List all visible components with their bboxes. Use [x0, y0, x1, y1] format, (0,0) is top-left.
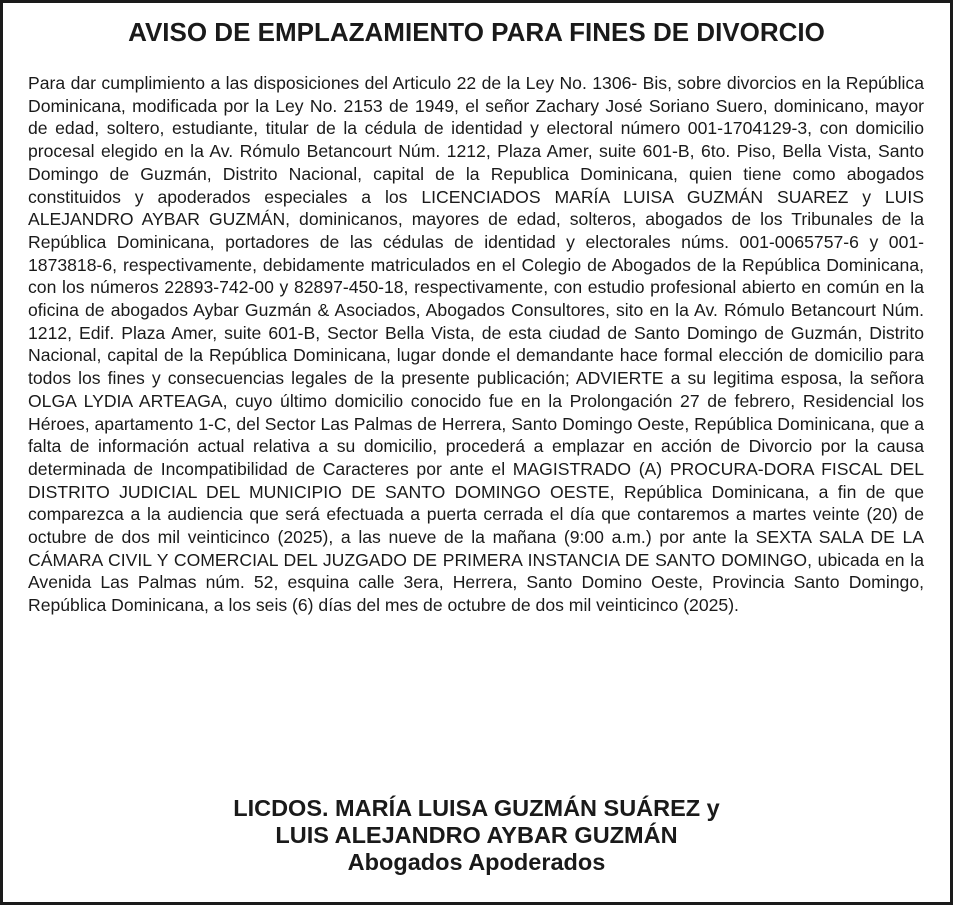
- signature-line-3: Abogados Apoderados: [347, 849, 606, 875]
- signature-line-1: LICDOS. MARÍA LUISA GUZMÁN SUÁREZ y: [233, 795, 720, 821]
- signature-block: [3, 795, 950, 876]
- notice-title: AVISO DE EMPLAZAMIENTO PARA FINES DE DIVORCIO: [128, 17, 825, 47]
- signature-line-2: LUIS ALEJANDRO AYBAR GUZMÁN: [275, 822, 678, 848]
- notice-body: Para dar cumplimiento a las disposiciones del Articulo 22 de la Ley No. 1306- Bis, sobre divorcios en la República Dominicana, modificada por la Ley No. 2153 de 1949, el señor Zachary José Soriano Suero, dominicano, mayor de edad, soltero, estudiante, titular de la cédula de identidad y electoral número 001-1704129-3, con domicilio procesal elegido en la Av. Rómulo Betancourt Núm. 1212, Plaza Amer, suite 601-B, 6to. Piso, Bella Vista, Santo Domingo de Guzmán, Distrito Nacional, capital de la Republica Dominicana, quien tiene como abogados constituidos y apoderados especiales a los LICENCIADOS MARÍA LUISA GUZMÁN SUAREZ y LUIS ALEJANDRO AYBAR GUZMÁN, dominicanos, mayores de edad, solteros, abogados de los Tribunales de la República Dominicana, portadores de las cédulas de identidad y electorales núms. 001-0065757-6 y 001-1873818-6, respectivamente, debidamente matriculados en el Colegio de Abogados de la República Dominicana, con los números 22893-742-00 y 82897-450-18, respectivamente, con estudio profesional abierto en común en la oficina de abogados Aybar Guzmán & Asociados, Abogados Consultores, sito en la Av. Rómulo Betancourt Núm. 1212, Edif. Plaza Amer, suite 601-B, Sector Bella Vista, de esta ciudad de Santo Domingo de Guzmán, Distrito Nacional, capital de la República Dominicana, lugar donde el demandante hace formal elección de domicilio para todos los fines y consecuencias legales de la presente publicación; ADVIERTE a su legitima esposa, la señora OLGA LYDIA ARTEAGA, cuyo último domicilio conocido fue en la Prolongación 27 de febrero, Residencial los Héroes, apartamento 1-C, del Sector Las Palmas de Herrera, Santo Domingo Oeste, República Dominicana, que a falta de información actual relativa a su domicilio, procederá a emplazar en acción de Divorcio por la causa determinada de Incompatibilidad de Caracteres por ante el MAGISTRADO (A) PROCURA-DORA FISCAL DEL DISTRITO JUDICIAL DEL MUNICIPIO DE SANTO DOMINGO OESTE, República Dominicana, a fin de que comparezca a la audiencia que será efectuada a puerta cerrada el día que contaremos a martes veinte (20) de octubre de dos mil veinticinco (2025), a las nueve de la mañana (9:00 a.m.) por ante la SEXTA SALA DE LA CÁMARA CIVIL Y COMERCIAL DEL JUZGADO DE PRIMERA INSTANCIA DE SANTO DOMINGO, ubicada en la Avenida Las Palmas núm. 52, esquina calle 3era, Herrera, Santo Domino Oeste, Provincia Santo Domingo, República Dominicana, a los seis (6) días del mes de octubre de dos mil veinticinco (2025).: [28, 73, 924, 616]
